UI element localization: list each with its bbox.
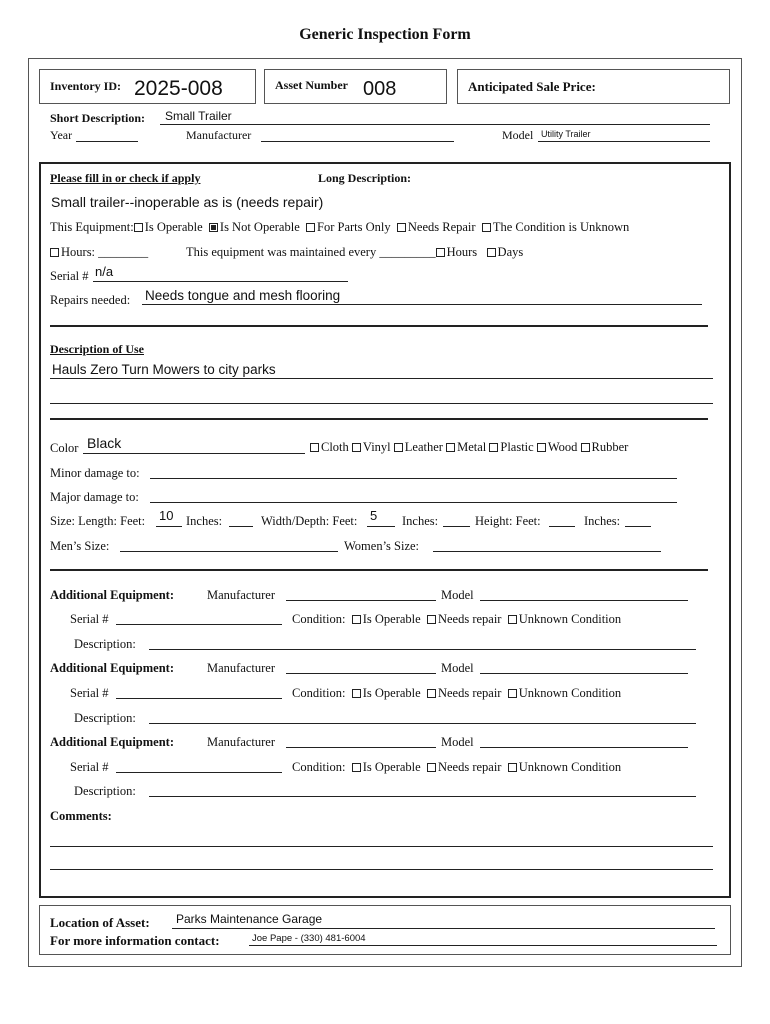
womens-size-label: Women’s Size: (344, 539, 420, 553)
fill-instruction: Please fill in or check if apply (50, 171, 201, 185)
manufacturer-label: Manufacturer (186, 128, 252, 142)
additional-manufacturer-label: Manufacturer (207, 588, 276, 602)
needs-repair-checkbox[interactable] (427, 615, 436, 624)
width-feet-underline (367, 526, 395, 527)
color-label: Color (50, 441, 79, 455)
plastic-label: Plastic (500, 440, 534, 454)
needs-repair-label: Needs repair (437, 612, 502, 626)
additional-model-label: Model (441, 588, 474, 602)
maintained-row (186, 246, 523, 259)
additional-description-label: Description: (74, 784, 136, 798)
manufacturer-underline[interactable] (261, 141, 454, 142)
condition-unknown-checkbox[interactable] (482, 223, 491, 232)
serial-label: Serial # (50, 269, 89, 283)
additional-equipment-label: Additional Equipment: (50, 735, 174, 749)
needs-repair-checkbox[interactable] (397, 223, 406, 232)
use-field[interactable]: Hauls Zero Turn Mowers to city parks (52, 362, 276, 377)
hours-checkbox[interactable] (50, 248, 59, 257)
hours-row (50, 246, 148, 259)
short-desc-field[interactable]: Small Trailer (165, 109, 232, 123)
vinyl-checkbox[interactable] (352, 443, 361, 452)
additional-description-label: Description: (74, 637, 136, 651)
unknown-condition-checkbox[interactable] (508, 689, 517, 698)
maintained-days-label: Days (497, 245, 524, 259)
long-desc-field[interactable]: Small trailer--inoperable as is (needs repair) (51, 194, 324, 210)
needs-repair-label: Needs Repair (407, 220, 476, 234)
needs-repair-checkbox[interactable] (427, 689, 436, 698)
condition-label: Condition: (292, 612, 346, 626)
is-operable-label: Is Operable (144, 220, 203, 234)
materials-row (310, 441, 628, 454)
metal-label: Metal (457, 440, 487, 454)
maintained-hours-checkbox[interactable] (436, 248, 445, 257)
is-operable-checkbox[interactable] (134, 223, 143, 232)
model-label: Model (502, 128, 534, 142)
additional-description-underline[interactable] (149, 796, 696, 797)
wood-checkbox[interactable] (537, 443, 546, 452)
minor-damage-label: Minor damage to: (50, 466, 140, 480)
additional-serial-underline[interactable] (116, 624, 282, 625)
additional-manufacturer-label: Manufacturer (207, 735, 276, 749)
length-feet-underline (156, 526, 182, 527)
short-desc-label: Short Description: (50, 111, 145, 125)
for-parts-only-label: For Parts Only (317, 220, 391, 234)
inventory-id-label: Inventory ID: (50, 79, 121, 93)
repairs-underline (142, 304, 702, 305)
additional-model-underline[interactable] (480, 673, 688, 674)
cloth-checkbox[interactable] (310, 443, 319, 452)
additional-condition-row (292, 613, 621, 626)
additional-serial-label: Serial # (70, 686, 109, 700)
asset-number-field[interactable]: 008 (363, 78, 397, 100)
additional-description-label: Description: (74, 711, 136, 725)
length-inches-underline[interactable] (229, 526, 253, 527)
is-not-operable-label: Is Not Operable (219, 220, 300, 234)
color-field[interactable]: Black (87, 435, 122, 451)
additional-serial-label: Serial # (70, 612, 109, 626)
asset-number-box (264, 69, 447, 104)
additional-equipment-label: Additional Equipment: (50, 661, 174, 675)
height-inches-underline[interactable] (625, 526, 651, 527)
use-underline-2[interactable] (50, 403, 713, 404)
additional-model-label: Model (441, 735, 474, 749)
maintained-hours-label: Hours (446, 245, 478, 259)
leather-checkbox[interactable] (394, 443, 403, 452)
needs-repair-label: Needs repair (437, 760, 502, 774)
wood-label: Wood (547, 440, 578, 454)
equipment-row (50, 221, 629, 234)
condition-unknown-label: The Condition is Unknown (492, 220, 630, 234)
asset-number-label: Asset Number (275, 78, 348, 92)
needs-repair-label: Needs repair (437, 686, 502, 700)
additional-serial-underline[interactable] (116, 698, 282, 699)
section-divider (50, 418, 708, 420)
width-inches-label: Inches: (402, 514, 439, 528)
height-feet-label: Height: Feet: (475, 514, 541, 528)
additional-manufacturer-underline[interactable] (286, 673, 436, 674)
is-not-operable-checkbox[interactable] (209, 223, 218, 232)
maintained-days-checkbox[interactable] (487, 248, 496, 257)
unknown-condition-label: Unknown Condition (518, 760, 622, 774)
mens-size-label: Men’s Size: (50, 539, 110, 553)
additional-model-underline[interactable] (480, 747, 688, 748)
unknown-condition-label: Unknown Condition (518, 612, 622, 626)
sale-price-box (457, 69, 730, 104)
additional-serial-underline[interactable] (116, 772, 282, 773)
form-title: Generic Inspection Form (299, 26, 471, 43)
use-underline (50, 378, 713, 379)
unknown-condition-checkbox[interactable] (508, 763, 517, 772)
additional-manufacturer-underline[interactable] (286, 600, 436, 601)
section-divider (50, 569, 708, 571)
is-operable-checkbox[interactable] (352, 615, 361, 624)
length-feet-field[interactable]: 10 (159, 508, 174, 523)
is-operable-checkbox[interactable] (352, 763, 361, 772)
model-field[interactable]: Utility Trailer (541, 129, 591, 139)
additional-manufacturer-underline[interactable] (286, 747, 436, 748)
unknown-condition-label: Unknown Condition (518, 686, 622, 700)
inventory-id-box (39, 69, 256, 104)
length-inches-label: Inches: (186, 514, 223, 528)
is-operable-label: Is Operable (362, 612, 421, 626)
serial-field[interactable]: n/a (95, 264, 114, 279)
rubber-checkbox[interactable] (581, 443, 590, 452)
length-feet-label: Size: Length: Feet: (50, 514, 146, 528)
short-desc-underline (160, 124, 710, 125)
width-feet-field[interactable]: 5 (370, 508, 378, 523)
unknown-condition-checkbox[interactable] (508, 615, 517, 624)
is-operable-label: Is Operable (362, 686, 421, 700)
maintained-label: This equipment was maintained every _________ (186, 245, 436, 259)
year-underline[interactable] (76, 141, 138, 142)
additional-condition-row (292, 687, 621, 700)
location-underline (172, 928, 715, 929)
height-inches-label: Inches: (584, 514, 621, 528)
contact-label: For more information contact: (50, 933, 220, 948)
additional-description-underline[interactable] (149, 649, 696, 650)
repairs-label: Repairs needed: (50, 293, 131, 307)
year-label: Year (50, 128, 73, 142)
color-underline (83, 453, 305, 454)
metal-checkbox[interactable] (446, 443, 455, 452)
condition-label: Condition: (292, 760, 346, 774)
comments-label: Comments: (50, 809, 112, 823)
condition-label: Condition: (292, 686, 346, 700)
comments-underline[interactable] (50, 869, 713, 870)
is-operable-label: Is Operable (362, 760, 421, 774)
minor-damage-underline[interactable] (150, 478, 677, 479)
additional-manufacturer-label: Manufacturer (207, 661, 276, 675)
rubber-label: Rubber (591, 440, 629, 454)
width-inches-underline[interactable] (443, 526, 470, 527)
section-divider (50, 325, 708, 327)
repairs-field[interactable]: Needs tongue and mesh flooring (145, 288, 341, 303)
additional-equipment-label: Additional Equipment: (50, 588, 174, 602)
plastic-checkbox[interactable] (489, 443, 498, 452)
width-feet-label: Width/Depth: Feet: (261, 514, 358, 528)
additional-model-label: Model (441, 661, 474, 675)
equipment-label: This Equipment: (50, 220, 134, 234)
additional-model-underline[interactable] (480, 600, 688, 601)
is-operable-checkbox[interactable] (352, 689, 361, 698)
sale-price-label: Anticipated Sale Price: (468, 79, 596, 94)
additional-description-underline[interactable] (149, 723, 696, 724)
leather-label: Leather (404, 440, 443, 454)
contact-underline (249, 945, 717, 946)
major-damage-label: Major damage to: (50, 490, 139, 504)
long-desc-label: Long Description: (318, 171, 411, 185)
model-underline (538, 141, 710, 142)
hours-label: Hours: ________ (61, 245, 149, 259)
location-label: Location of Asset: (50, 915, 150, 930)
use-heading: Description of Use (50, 342, 144, 356)
womens-size-underline[interactable] (433, 551, 661, 552)
additional-serial-label: Serial # (70, 760, 109, 774)
comments-underline[interactable] (50, 846, 713, 847)
height-feet-underline[interactable] (549, 526, 575, 527)
mens-size-underline[interactable] (120, 551, 338, 552)
major-damage-underline[interactable] (150, 502, 677, 503)
main-section (39, 162, 731, 898)
needs-repair-checkbox[interactable] (427, 763, 436, 772)
cloth-label: Cloth (321, 440, 349, 454)
for-parts-only-checkbox[interactable] (306, 223, 315, 232)
inventory-id-field[interactable]: 2025-008 (134, 77, 223, 100)
location-field[interactable]: Parks Maintenance Garage (176, 912, 323, 926)
contact-field[interactable]: Joe Pape - (330) 481-6004 (252, 933, 366, 944)
serial-underline (93, 281, 348, 282)
additional-condition-row (292, 761, 621, 774)
vinyl-label: Vinyl (362, 440, 391, 454)
